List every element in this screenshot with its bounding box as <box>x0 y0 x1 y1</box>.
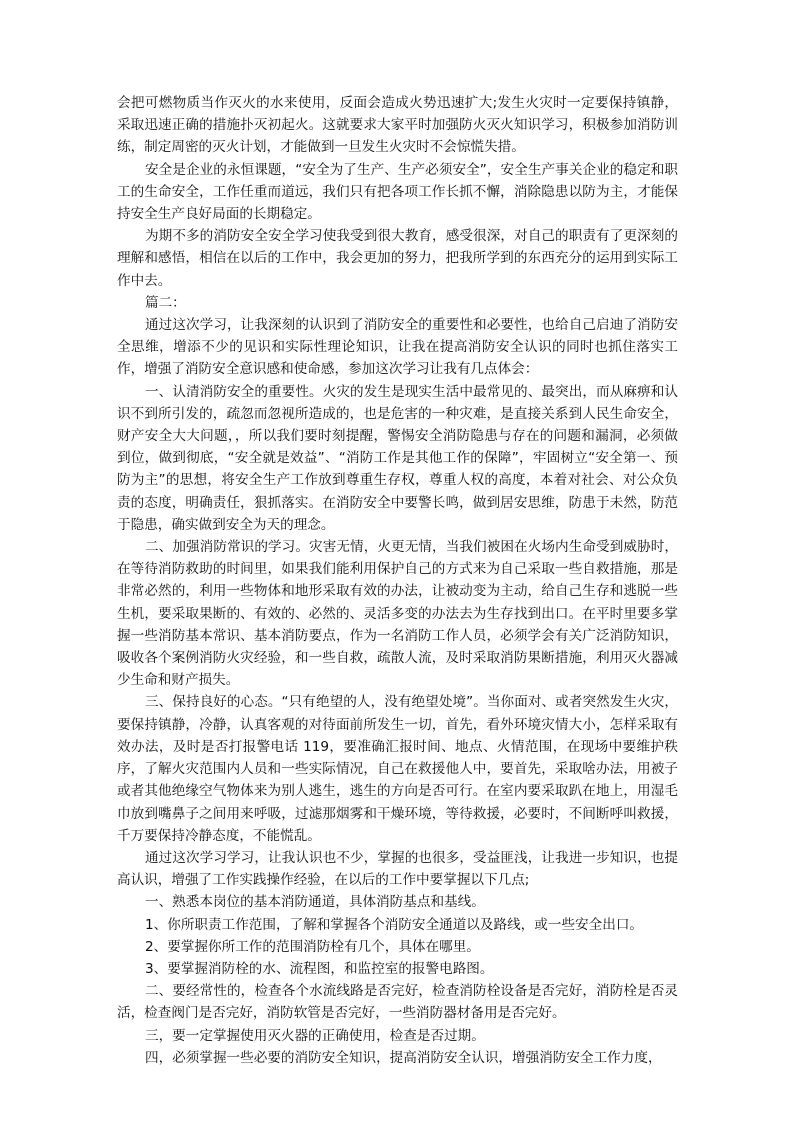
list-subitem-1: 1、你所职责工作范围，了解和掌握各个消防安全通道以及路线，或一些安全出口。 <box>145 916 644 933</box>
paragraph-1: 会把可燃物质当作灭火的水来使用，反面会造成火势迅速扩大;发生火灾时一定要保持镇静，采取迅速正确的措施扑灭初起火。这就要求大家平时加强防火灭火知识学习，积极参加消防训练，制定周密的灭火计划，才能做到一旦发生火灾时不会惊慌失措。 <box>117 95 678 156</box>
list-subitem-3: 3、要掌握消防栓的水、流程图，和监控室的报警电路图。 <box>145 960 494 977</box>
paragraph-3: 为期不多的消防安全安全学习使我受到很大教育，感受很深，对自己的职责有了更深刻的理解和感悟，相信在以后的工作中，我会更加的努力，把我所学到的东西充分的运用到实际工作中去。 <box>117 228 678 289</box>
paragraph-7: 二、加强消防常识的学习。灾害无情，火更无情，当我们被困在火场内生命受到威胁时，在等待消防救助的时间里，如果我们能利用保护自己的方式来为自己采取一些自救措施，那是非常必然的，利用一些物体和地形采取有效的办法，让被动变为主动，给自己生存和逃脱一些生机，要采取果断的、有效的、必然的、灵活多变的办法去为生存找到出口。在平时里要多掌握一些消防基本常识、基本消防要点，作为一名消防工作人员，必须学会有关广泛消防知识，吸收各个案例消防火灾经验，和一些自救，疏散人流，及时采取消防果断措施，利用灭火器减少生命和财产损失。 <box>117 539 678 689</box>
paragraph-6: 一、认清消防安全的重要性。火灾的发生是现实生活中最常见的、最突出，而从麻痹和认识不到所引发的，疏忽而忽视所造成的，也是危害的一种灾难，是直接关系到人民生命安全，财产安全大大问题，，所以我们要时刻提醒，警惕安全消防隐患与存在的问题和漏洞，必须做到位，做到彻底，“安全就是效益”、“消防工作是其他工作的保障”，牢固树立“安全第一、预防为主”的思想，将安全生产工作放到尊重生存权，尊重人权的高度，本着对社会、对公众负责的态度，明确责任，狠抓落实。在消防安全中要警长鸣，做到居安思维，防患于未然，防范于隐患，确实做到安全为天的理念。 <box>117 383 678 533</box>
section-heading: 篇二： <box>145 294 186 311</box>
list-subitem-2: 2、要掌握你所工作的范围消防栓有几个，具体在哪里。 <box>145 938 480 955</box>
paragraph-9: 通过这次学习学习，让我认识也不少，掌握的也很多，受益匪浅，让我进一步知识，也提高认识，增强了工作实践操作经验，在以后的工作中要掌握以下几点; <box>117 849 678 889</box>
list-item-3: 三，要一定掌握使用灭火器的正确使用，检查是否过期。 <box>145 1027 485 1044</box>
list-item-4: 四，必须掌握一些必要的消防安全知识，提高消防安全认识，增强消防安全工作力度， <box>145 1049 662 1066</box>
list-item-1: 一、熟悉本岗位的基本消防通道，具体消防基点和基线。 <box>145 894 485 911</box>
list-item-2: 二、要经常性的，检查各个水流线路是否完好，检查消防栓设备是否完好，消防栓是否灵活，检查阀门是否完好，消防软管是否完好，一些消防器材备用是否完好。 <box>117 983 678 1022</box>
paragraph-2: 安全是企业的永恒课题，“安全为了生产、生产必须安全”，安全生产事关企业的稳定和职工的生命安全，工作任重而道远，我们只有把各项工作长抓不懈，消除隐患以防为主，才能保持安全生产良好局面的长期稳定。 <box>117 161 678 223</box>
paragraph-8: 三、保持良好的心态。“只有绝望的人，没有绝望处境”。当你面对、或者突然发生火灾，要保持镇静，冷静，认真客观的对待面前所发生一切，首先，看外环境灾情大小，怎样采取有效办法，及时是否打报警电话 119，要准确汇报时间、地点、火情范围，在现场中要维护秩序，了解火灾范围内人员和一些实际情况，自己在救援他人中，要首先，采取啥办法，用被子或者其他绝缘空气物体来为别人逃生，逃生的方向是否可行。在室内要采取趴在地上，用湿毛巾放到嘴鼻子之间用来呼吸，过滤那烟雾和干燥环境，等待救援，必要时，不间断呼叫救援，千万要保持冷静态度，不能慌乱。 <box>117 694 678 844</box>
document-body <box>117 92 678 1069</box>
paragraph-5: 通过这次学习，让我深刻的认识到了消防安全的重要性和必要性，也给自己启迪了消防安全思维，增添不少的见识和实际性理论知识，让我在提高消防安全认识的同时也抓住落实工作，增强了消防安全意识感和使命感，参加这次学习让我有几点体会： <box>117 317 678 378</box>
